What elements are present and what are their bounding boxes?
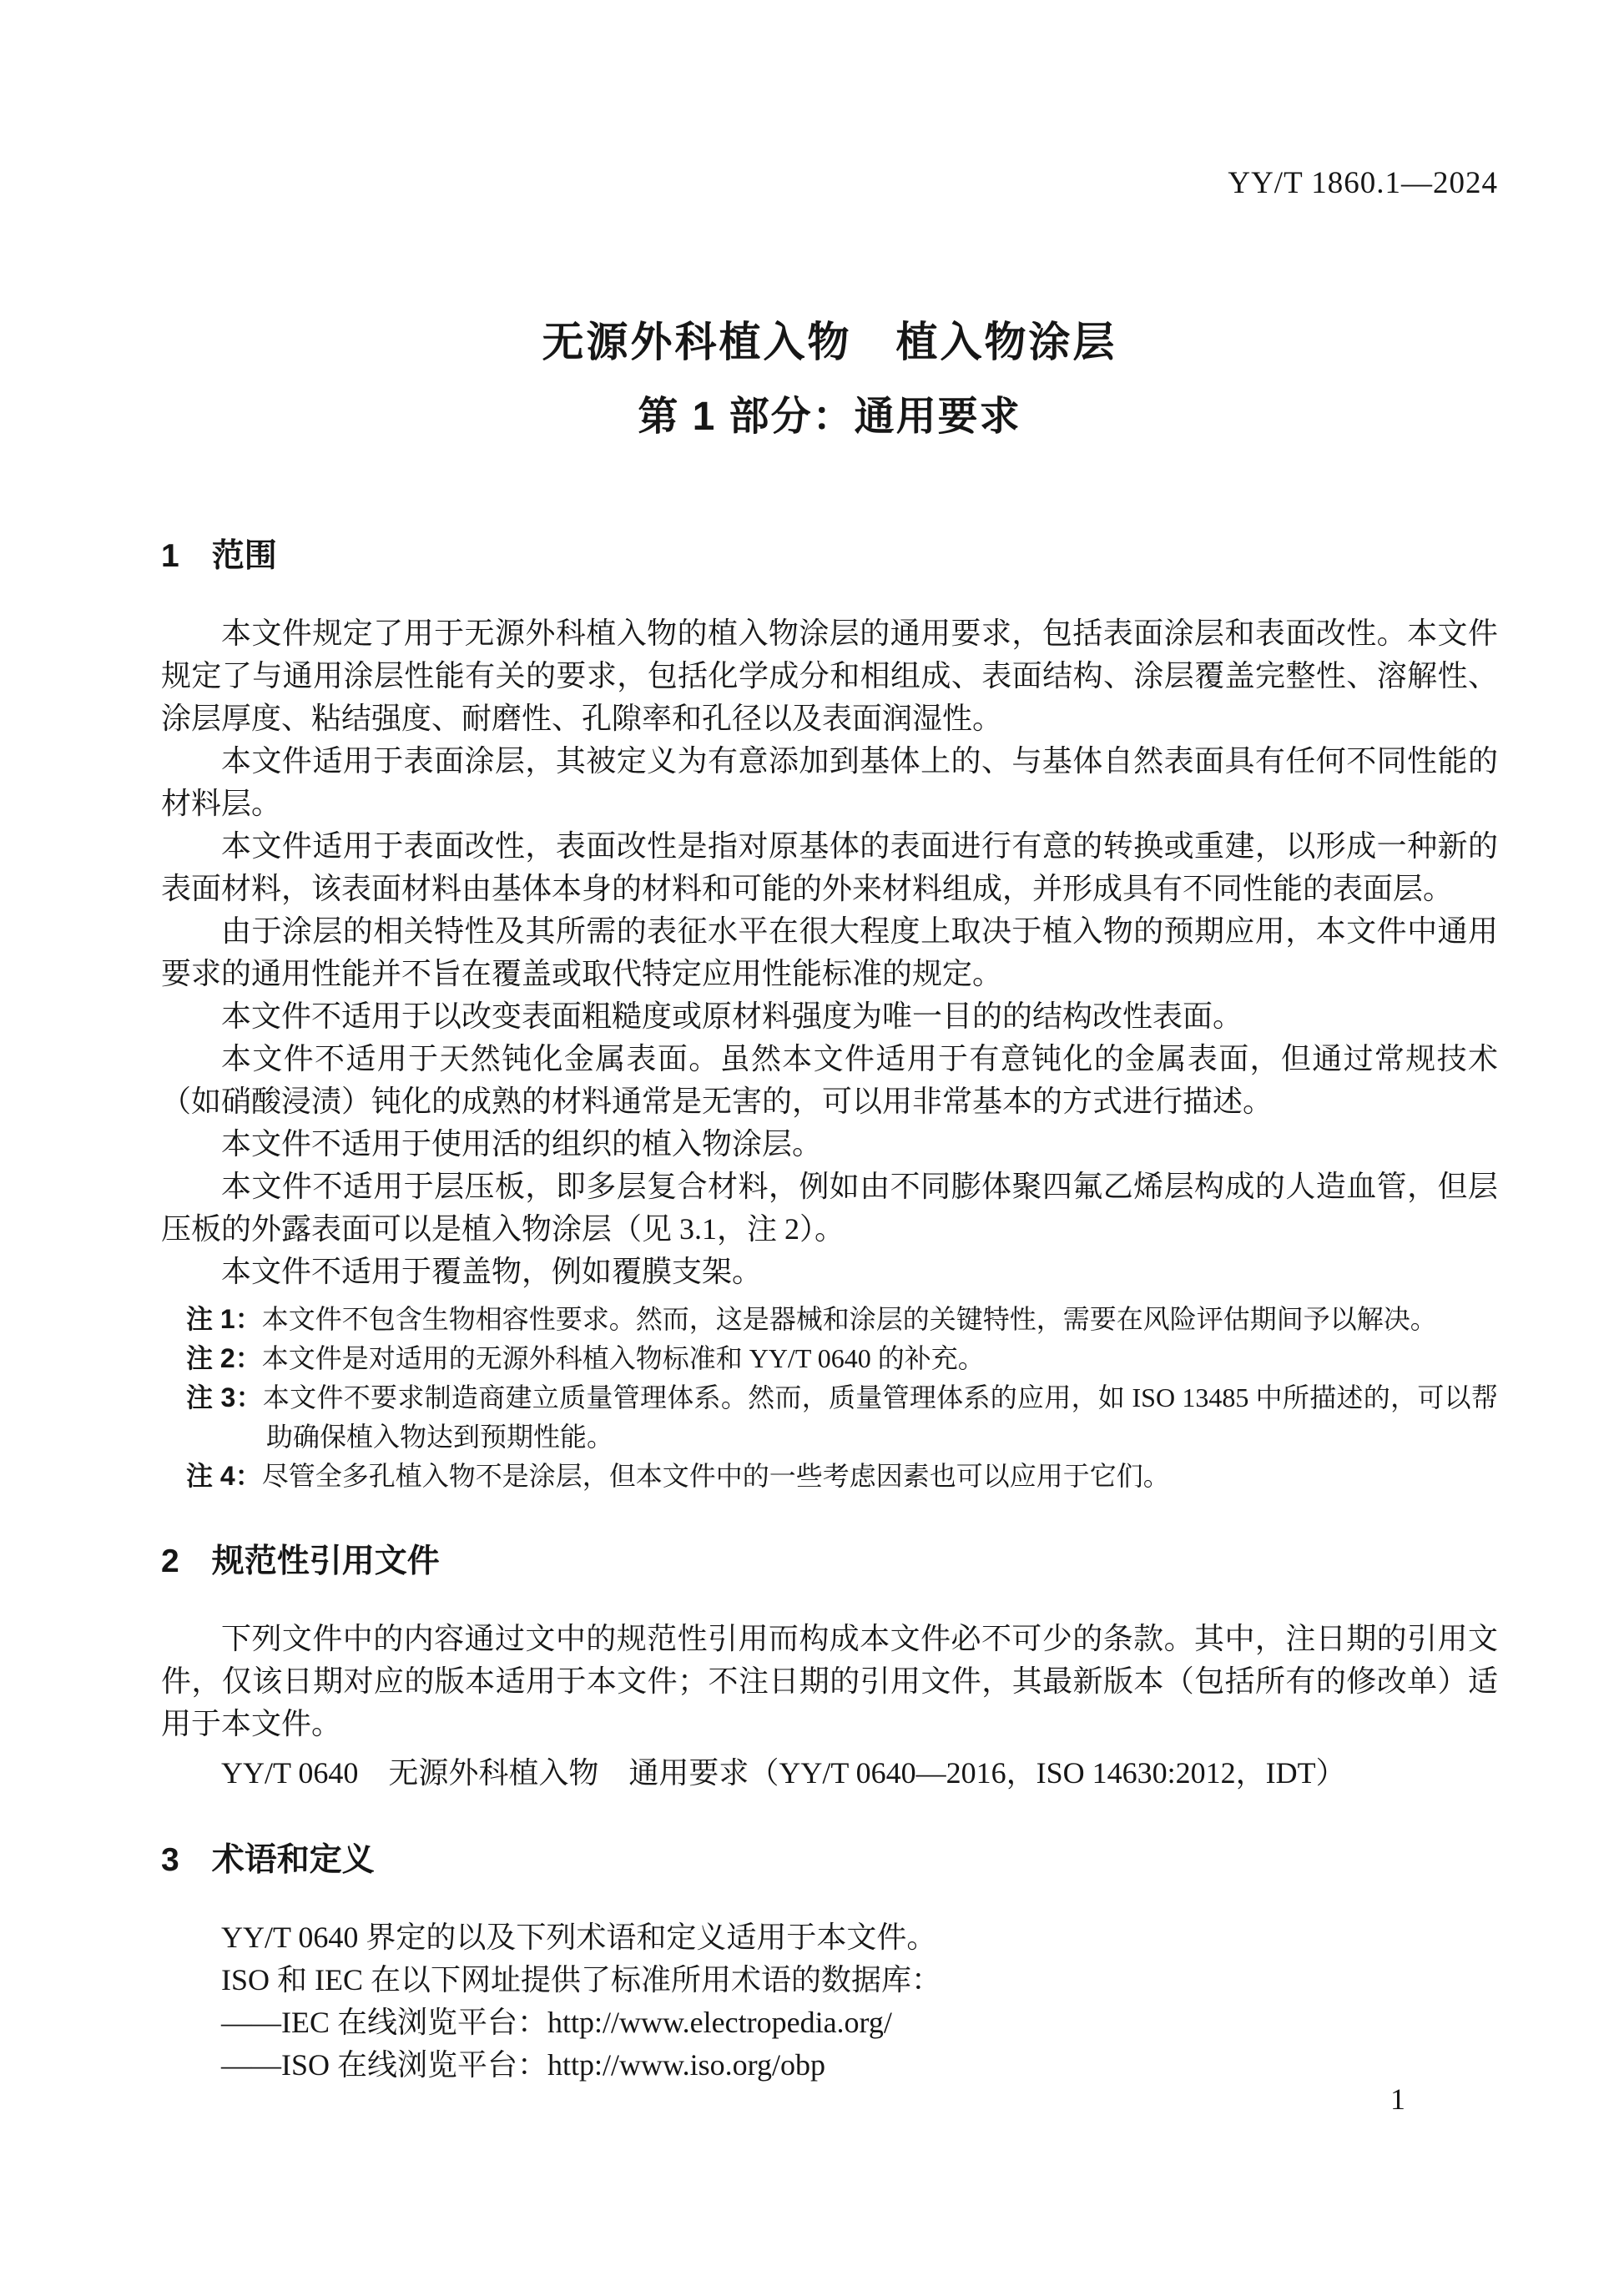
note-label: 注 3：	[186, 1382, 263, 1412]
note-item	[186, 1300, 1498, 1339]
note-label: 注 1：	[186, 1304, 262, 1334]
standard-code: YY/T 1860.1—2024	[1228, 166, 1498, 200]
section-heading-scope: 1 范围	[161, 538, 277, 574]
scope-paragraph: 本文件规定了用于无源外科植入物的植入物涂层的通用要求，包括表面涂层和表面改性。本文件规定了与通用涂层性能有关的要求，包括化学成分和相组成、表面结构、涂层覆盖完整性、溶解性、涂层厚度、粘结强度、耐磨性、孔隙率和孔径以及表面润湿性。	[161, 617, 1498, 735]
normative-references-paragraph: 下列文件中的内容通过文中的规范性引用而构成本文件必不可少的条款。其中，注日期的引用文件，仅该日期对应的版本适用于本文件；不注日期的引用文件，其最新版本（包括所有的修改单）适用于本文件。	[161, 1622, 1498, 1740]
scope-paragraph: 本文件不适用于使用活的组织的植入物涂层。	[221, 1127, 823, 1161]
terms-paragraph: YY/T 0640 界定的以及下列术语和定义适用于本文件。	[221, 1921, 937, 1954]
section-heading-terms-definitions: 3 术语和定义	[161, 1842, 375, 1878]
note-text: 本文件不包含生物相容性要求。然而，这是器械和涂层的关键特性，需要在风险评估期间予以解决。	[261, 1304, 1437, 1334]
scope-paragraph: 由于涂层的相关特性及其所需的表征水平在很大程度上取决于植入物的预期应用，本文件中通用要求的通用性能并不旨在覆盖或取代特定应用性能标准的规定。	[161, 914, 1498, 990]
scope-notes	[186, 1300, 1498, 1496]
note-text: 本文件是对适用的无源外科植入物标准和 YY/T 0640 的补充。	[261, 1343, 985, 1373]
terms-paragraph: ISO 和 IEC 在以下网址提供了标准所用术语的数据库：	[221, 1963, 941, 1996]
note-item	[186, 1339, 1498, 1378]
scope-paragraph: 本文件不适用于层压板，即多层复合材料，例如由不同膨体聚四氟乙烯层构成的人造血管，但层压板的外露表面可以是植入物涂层（见 3.1，注 2）。	[161, 1170, 1498, 1246]
document-title-line2: 第 1 部分：通用要求	[638, 395, 1021, 439]
scope-paragraph: 本文件适用于表面涂层，其被定义为有意添加到基体上的、与基体自然表面具有任何不同性能的材料层。	[161, 744, 1498, 820]
scope-paragraph: 本文件不适用于以改变表面粗糙度或原材料强度为唯一目的的结构改性表面。	[221, 999, 1243, 1033]
scope-paragraph: 本文件适用于表面改性，表面改性是指对原基体的表面进行有意的转换或重建，以形成一种新的表面材料，该表面材料由基体本身的材料和可能的外来材料组成，并形成具有不同性能的表面层。	[161, 829, 1498, 905]
note-label: 注 4：	[186, 1461, 262, 1491]
section-heading-normative-references: 2 规范性引用文件	[161, 1543, 440, 1579]
note-label: 注 2：	[186, 1343, 262, 1373]
note-item	[186, 1457, 1498, 1496]
terms-list-item-iec: ——IEC 在线浏览平台：http://www.electropedia.org/	[221, 2006, 892, 2039]
note-item	[186, 1378, 1498, 1457]
terms-list-item-iso: ——ISO 在线浏览平台：http://www.iso.org/obp	[221, 2048, 826, 2082]
document-title-line1: 无源外科植入物 植入物涂层	[542, 319, 1117, 365]
scope-paragraph: 本文件不适用于天然钝化金属表面。虽然本文件适用于有意钝化的金属表面，但通过常规技术（如硝酸浸渍）钝化的成熟的材料通常是无害的，可以用非常基本的方式进行描述。	[161, 1042, 1498, 1118]
page-number: 1	[1390, 2082, 1405, 2116]
scope-paragraph: 本文件不适用于覆盖物，例如覆膜支架。	[221, 1255, 763, 1288]
normative-reference-entry: YY/T 0640 无源外科植入物 通用要求（YY/T 0640—2016，ISO 14630:2012，IDT）	[221, 1756, 1346, 1790]
note-text: 尽管全多孔植入物不是涂层，但本文件中的一些考虑因素也可以应用于它们。	[261, 1461, 1170, 1491]
note-text: 本文件不要求制造商建立质量管理体系。然而，质量管理体系的应用，如 ISO 13485 中所描述的，可以帮助确保植入物达到预期性能。	[262, 1382, 1498, 1452]
